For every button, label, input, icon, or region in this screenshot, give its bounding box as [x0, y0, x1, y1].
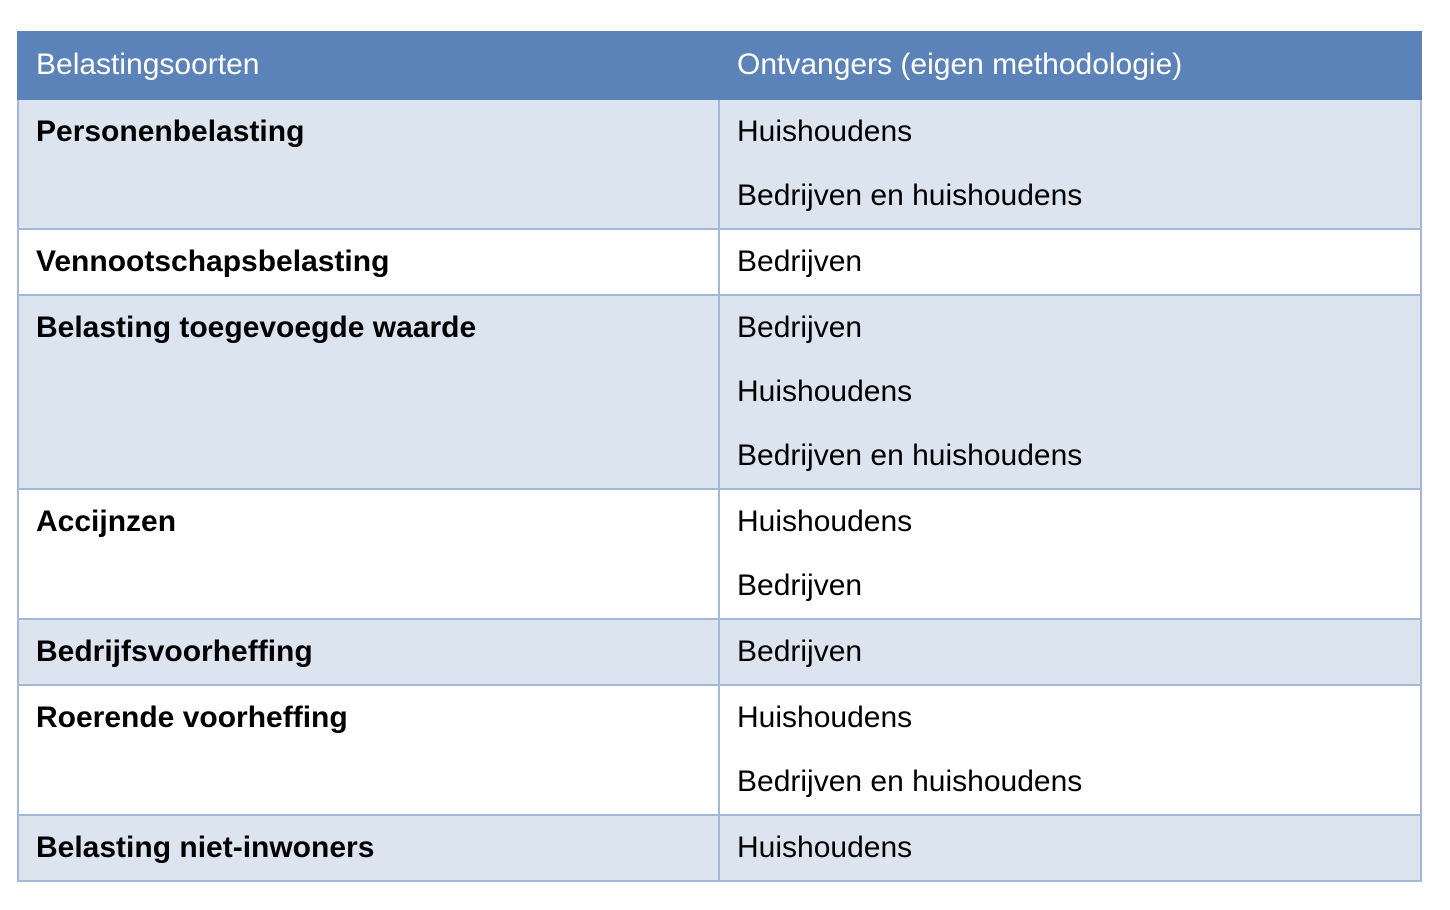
tax-type-cell: [18, 99, 719, 230]
tax-type-label: Roerende voorheffing: [36, 701, 348, 734]
recipient-item: Bedrijven en huishoudens: [737, 439, 1083, 472]
tax-type-label: Personenbelasting: [36, 115, 305, 148]
table-row: [18, 619, 1421, 685]
recipient-item: Bedrijven en huishoudens: [737, 179, 1083, 212]
recipient-item: Huishoudens: [737, 831, 913, 864]
tax-type-label: Accijnzen: [36, 505, 177, 538]
tax-recipients-table: [17, 31, 1422, 882]
recipient-item: Huishoudens: [737, 115, 913, 148]
header-ontvangers: Ontvangers (eigen methodologie): [719, 32, 1421, 99]
recipient-item: Huishoudens: [737, 701, 913, 734]
table-row: [18, 489, 1421, 619]
recipient-item: Bedrijven: [737, 311, 863, 344]
table-row: [18, 685, 1421, 815]
recipient-item: Bedrijven en huishoudens: [737, 765, 1083, 798]
header-belastingsoorten: Belastingsoorten: [18, 32, 719, 99]
table-row: [18, 229, 1421, 295]
recipient-item: Huishoudens: [737, 505, 913, 538]
table-header: [18, 32, 1421, 99]
recipients-cell: [719, 295, 1421, 489]
tax-type-cell: [18, 229, 719, 295]
tax-type-cell: [18, 619, 719, 685]
recipient-item: Bedrijven: [737, 569, 863, 602]
tax-type-cell: [18, 295, 719, 489]
recipients-cell: [719, 619, 1421, 685]
header-row: [18, 32, 1421, 99]
table-row: [18, 295, 1421, 489]
recipient-item: Bedrijven: [737, 635, 863, 668]
table-body: [18, 99, 1421, 882]
recipients-cell: [719, 815, 1421, 881]
tax-type-cell: [18, 815, 719, 881]
tax-type-label: Vennootschapsbelasting: [36, 245, 390, 278]
recipients-cell: [719, 99, 1421, 230]
tax-type-label: Belasting niet-inwoners: [36, 831, 375, 864]
tax-type-cell: [18, 489, 719, 619]
recipient-item: Bedrijven: [737, 245, 863, 278]
tax-type-label: Belasting toegevoegde waarde: [36, 311, 477, 344]
table-row: [18, 815, 1421, 881]
tax-type-cell: [18, 685, 719, 815]
recipients-cell: [719, 229, 1421, 295]
tax-type-label: Bedrijfsvoorheffing: [36, 635, 313, 668]
recipients-cell: [719, 489, 1421, 619]
recipient-item: Huishoudens: [737, 375, 913, 408]
table-row: [18, 99, 1421, 230]
recipients-cell: [719, 685, 1421, 815]
